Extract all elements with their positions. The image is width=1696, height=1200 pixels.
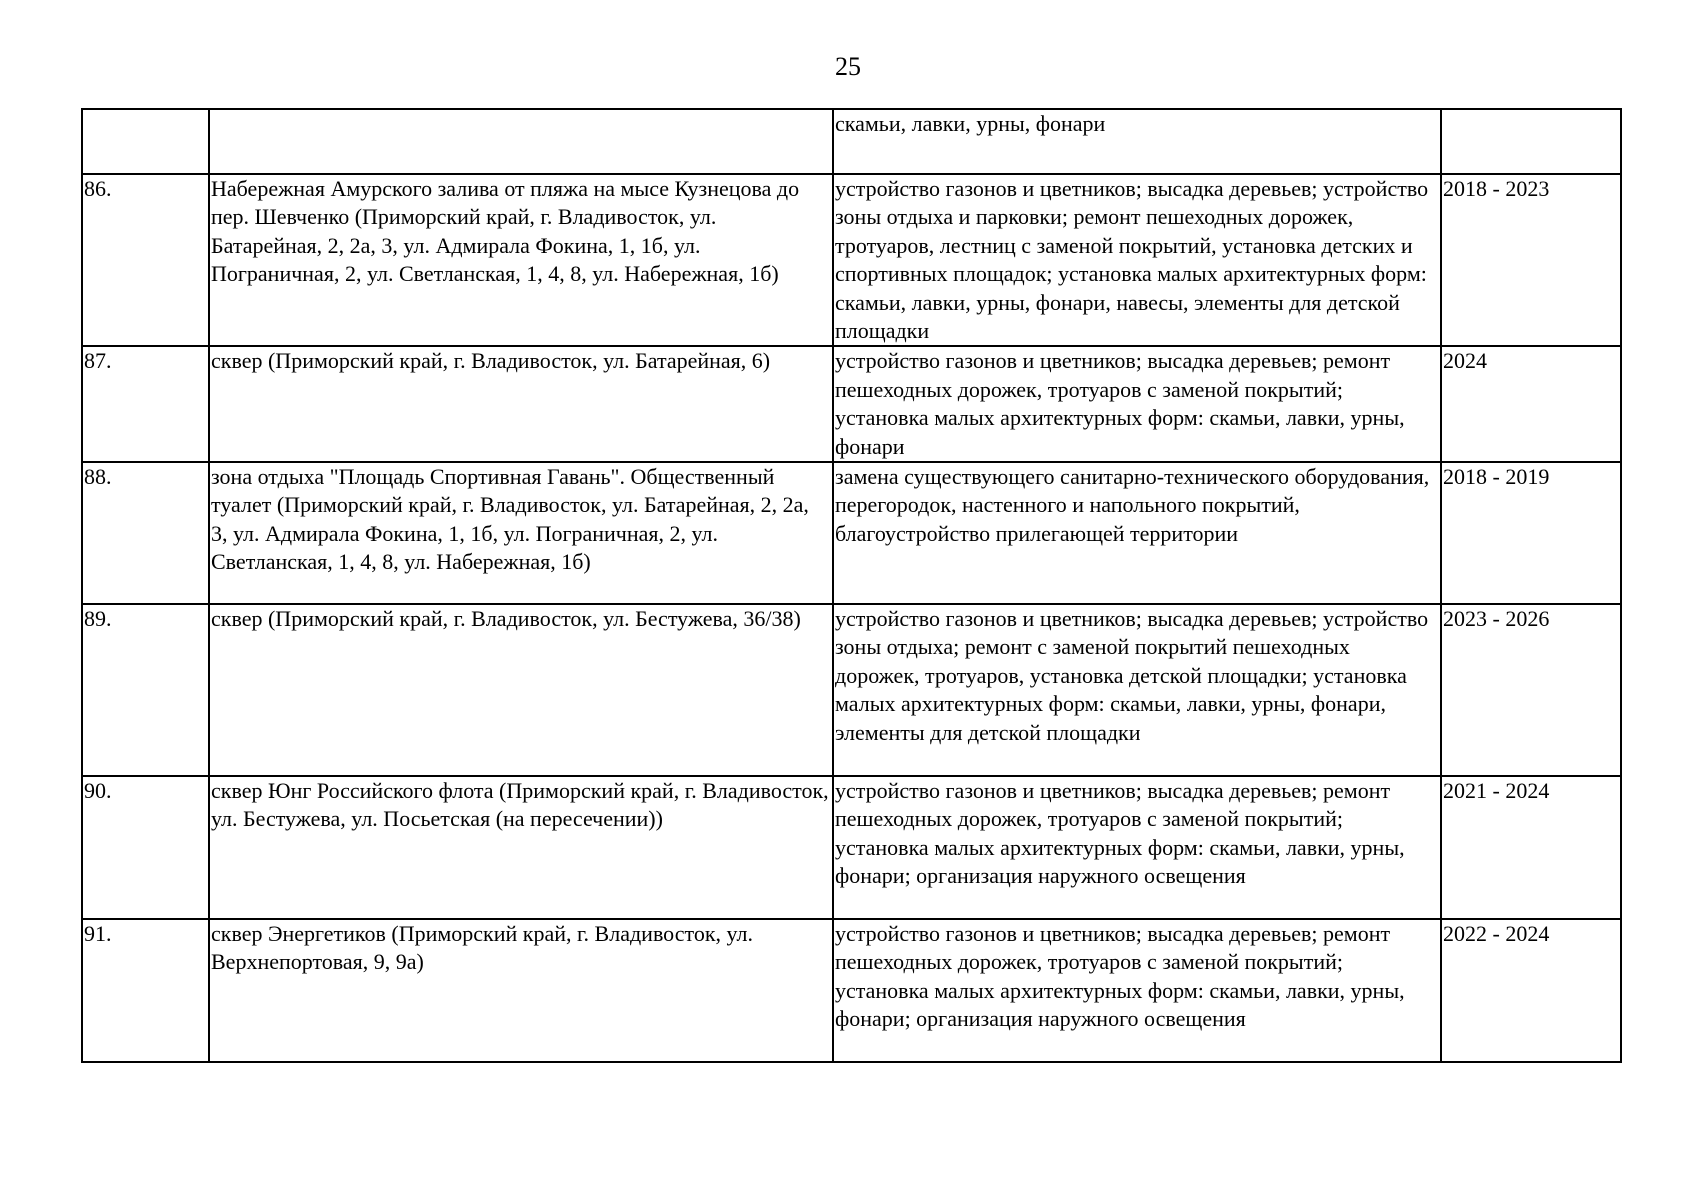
years-cell: 2018 - 2023: [1441, 174, 1621, 346]
table-row: [82, 109, 1621, 174]
row-number-cell: [82, 109, 209, 174]
row-number-cell: 89.: [82, 604, 209, 776]
years-cell: [1441, 109, 1621, 174]
years-cell: 2018 - 2019: [1441, 462, 1621, 604]
row-number-cell: 86.: [82, 174, 209, 346]
years-cell: 2022 - 2024: [1441, 919, 1621, 1062]
object-cell: Набережная Амурского залива от пляжа на мысе Кузнецова до пер. Шевченко (Приморский край, г. Владивосток, ул. Батарейная, 2, 2а, 3, ул. Адмирала Фокина, 1, 1б, ул. Пограничная, 2, ул. Светланская, 1, 4, 8, ул. Набережная, 1б): [209, 174, 833, 346]
works-cell: устройство газонов и цветников; высадка деревьев; ремонт пешеходных дорожек, тротуаров с заменой покрытий; установка малых архитектурных форм: скамьи, лавки, урны, фонари; организация наружного освещения: [833, 776, 1441, 919]
table-row: [82, 174, 1621, 346]
row-number-cell: 90.: [82, 776, 209, 919]
table-row: [82, 776, 1621, 919]
years-cell: 2021 - 2024: [1441, 776, 1621, 919]
object-cell: зона отдыха "Площадь Спортивная Гавань". Общественный туалет (Приморский край, г. Владивосток, ул. Батарейная, 2, 2а, 3, ул. Адмирала Фокина, 1, 1б, ул. Пограничная, 2, ул. Светланская, 1, 4, 8, ул. Набережная, 1б): [209, 462, 833, 604]
object-cell: сквер (Приморский край, г. Владивосток, ул. Бестужева, 36/38): [209, 604, 833, 776]
works-cell: скамьи, лавки, урны, фонари: [833, 109, 1441, 174]
works-cell: устройство газонов и цветников; высадка деревьев; ремонт пешеходных дорожек, тротуаров с заменой покрытий; установка малых архитектурных форм: скамьи, лавки, урны, фонари; организация наружного освещения: [833, 919, 1441, 1062]
table-row: [82, 919, 1621, 1062]
object-cell: сквер Энергетиков (Приморский край, г. Владивосток, ул. Верхнепортовая, 9, 9а): [209, 919, 833, 1062]
works-cell: устройство газонов и цветников; высадка деревьев; ремонт пешеходных дорожек, тротуаров с заменой покрытий; установка малых архитектурных форм: скамьи, лавки, урны, фонари: [833, 346, 1441, 462]
improvement-objects-table: [81, 108, 1622, 1063]
works-cell: устройство газонов и цветников; высадка деревьев; устройство зоны отдыха; ремонт с заменой покрытий пешеходных дорожек, тротуаров, установка детской площадки; установка малых архитектурных форм: скамьи, лавки, урны, фонари, элементы для детской площадки: [833, 604, 1441, 776]
page-number: 25: [835, 52, 861, 81]
works-cell: устройство газонов и цветников; высадка деревьев; устройство зоны отдыха и парковки; ремонт пешеходных дорожек, тротуаров, лестниц с заменой покрытий, установка детских и спортивных площадок; установка малых архитектурных форм: скамьи, лавки, урны, фонари, навесы, элементы для детской площадки: [833, 174, 1441, 346]
row-number-cell: 91.: [82, 919, 209, 1062]
table-row: [82, 604, 1621, 776]
years-cell: 2024: [1441, 346, 1621, 462]
object-cell: сквер (Приморский край, г. Владивосток, ул. Батарейная, 6): [209, 346, 833, 462]
object-cell: [209, 109, 833, 174]
table-row: [82, 346, 1621, 462]
works-cell: замена существующего санитарно-технического оборудования, перегородок, настенного и напольного покрытий, благоустройство прилегающей территории: [833, 462, 1441, 604]
row-number-cell: 88.: [82, 462, 209, 604]
object-cell: сквер Юнг Российского флота (Приморский край, г. Владивосток, ул. Бестужева, ул. Посьетская (на пересечении)): [209, 776, 833, 919]
row-number-cell: 87.: [82, 346, 209, 462]
table-row: [82, 462, 1621, 604]
years-cell: 2023 - 2026: [1441, 604, 1621, 776]
